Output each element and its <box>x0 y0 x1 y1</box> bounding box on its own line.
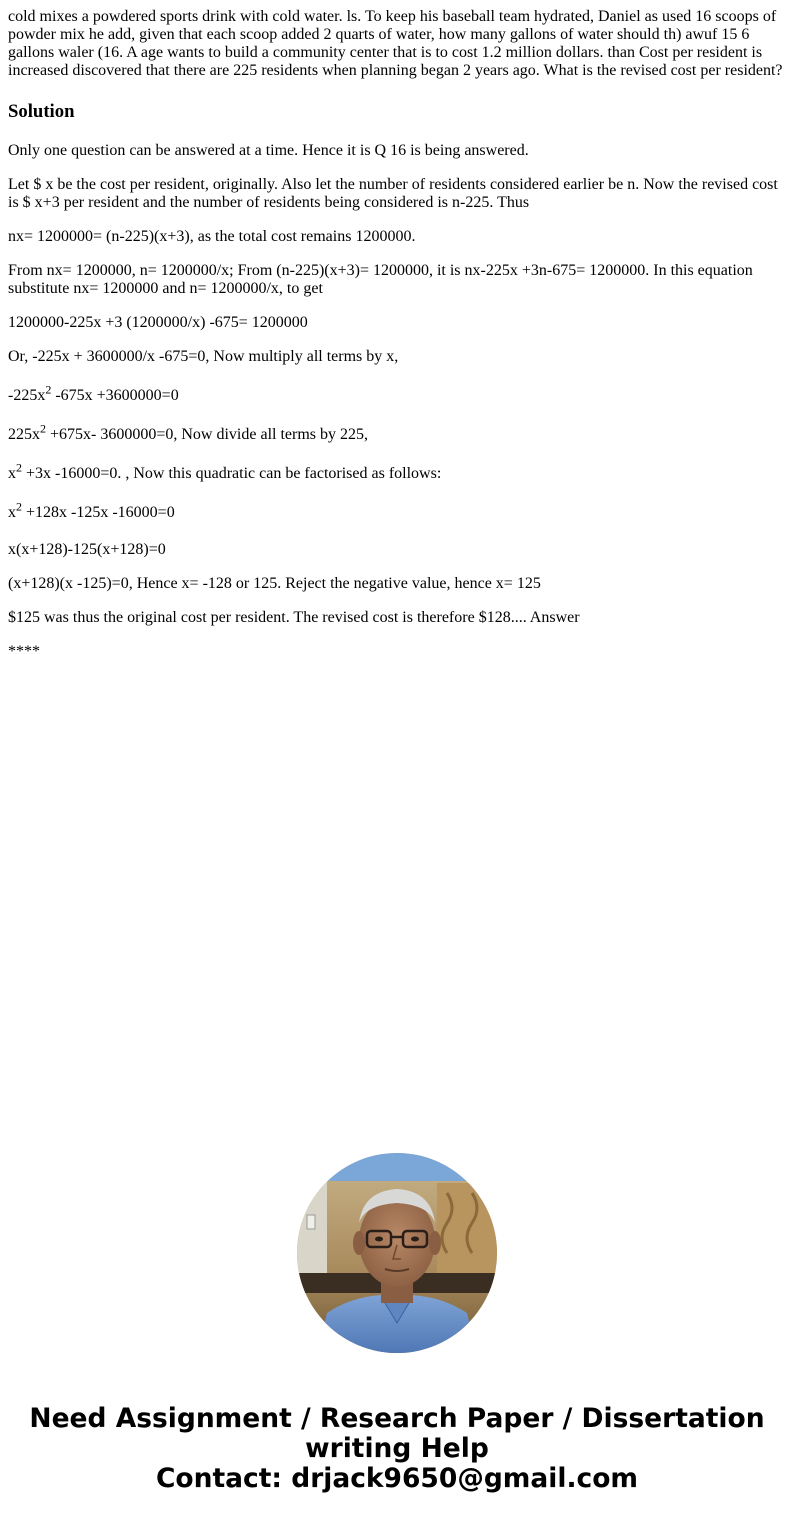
solution-paragraph: nx= 1200000= (n-225)(x+3), as the total cost remains 1200000. <box>8 228 416 245</box>
equation-line <box>8 499 786 522</box>
solution-paragraph: Only one question can be answered at a time. Hence it is Q 16 is being answered. <box>8 142 529 159</box>
solution-document <box>8 8 786 677</box>
exponent: 2 <box>45 382 52 397</box>
answer-paragraph: $125 was thus the original cost per resident. The revised cost is therefore $128.... Answer <box>8 609 580 626</box>
equation-line <box>8 460 786 483</box>
author-portrait-image <box>297 1153 497 1353</box>
equation-term: x <box>8 504 16 521</box>
equation-term: +675x- 3600000=0, Now divide all terms by 225, <box>46 426 369 443</box>
equation-term: x <box>8 465 16 482</box>
equation-term: 225x <box>8 426 40 443</box>
equation-line <box>8 382 786 405</box>
banner-line-2: writing Help <box>305 1433 489 1464</box>
solution-heading: Solution <box>8 101 75 122</box>
author-avatar <box>297 1153 497 1353</box>
exponent: 2 <box>16 460 22 475</box>
exponent: 2 <box>40 421 46 436</box>
equation-term: -225x <box>8 387 46 404</box>
solution-paragraph: Let $ x be the cost per resident, originally. Also let the number of residents considered earlier be n. Now the revised cost is $ x+3 per resident and the number of residents being considered is n-225. Thus <box>8 176 778 211</box>
equation-term: -675x +3600000=0 <box>51 387 179 404</box>
end-marker: **** <box>8 643 40 660</box>
banner-line-1: Need Assignment / Research Paper / Dissertation <box>29 1403 765 1434</box>
contact-email: Contact: drjack9650@gmail.com <box>155 1463 639 1494</box>
equation-term: +3x -16000=0. , Now this quadratic can be factorised as follows: <box>22 465 442 482</box>
equation-term: +128x -125x -16000=0 <box>22 504 175 521</box>
equation-line <box>8 421 786 444</box>
contact-banner <box>0 1404 794 1494</box>
solution-paragraph: (x+128)(x -125)=0, Hence x= -128 or 125. Reject the negative value, hence x= 125 <box>8 575 541 592</box>
solution-paragraph: Or, -225x + 3600000/x -675=0, Now multiply all terms by x, <box>8 348 399 365</box>
question-text: cold mixes a powdered sports drink with cold water. ls. To keep his baseball team hydrated, Daniel as used 16 scoops of powder mix he add, given that each scoop added 2 quarts of water, how many gallons of water should th) awuf 15 6 gallons waler (16. A age wants to build a community center that is to cost 1.2 million dollars. than Cost per resident is increased discovered that there are 225 residents when planning began 2 years ago. What is the revised cost per resident? <box>8 8 783 79</box>
exponent: 2 <box>16 499 22 514</box>
solution-paragraph: From nx= 1200000, n= 1200000/x; From (n-225)(x+3)= 1200000, it is nx-225x +3n-675= 1200000. In this equation substitute nx= 1200000 and n= 1200000/x, to get <box>8 262 753 297</box>
equation-line: 1200000-225x +3 (1200000/x) -675= 1200000 <box>8 314 308 331</box>
equation-line: x(x+128)-125(x+128)=0 <box>8 541 166 558</box>
